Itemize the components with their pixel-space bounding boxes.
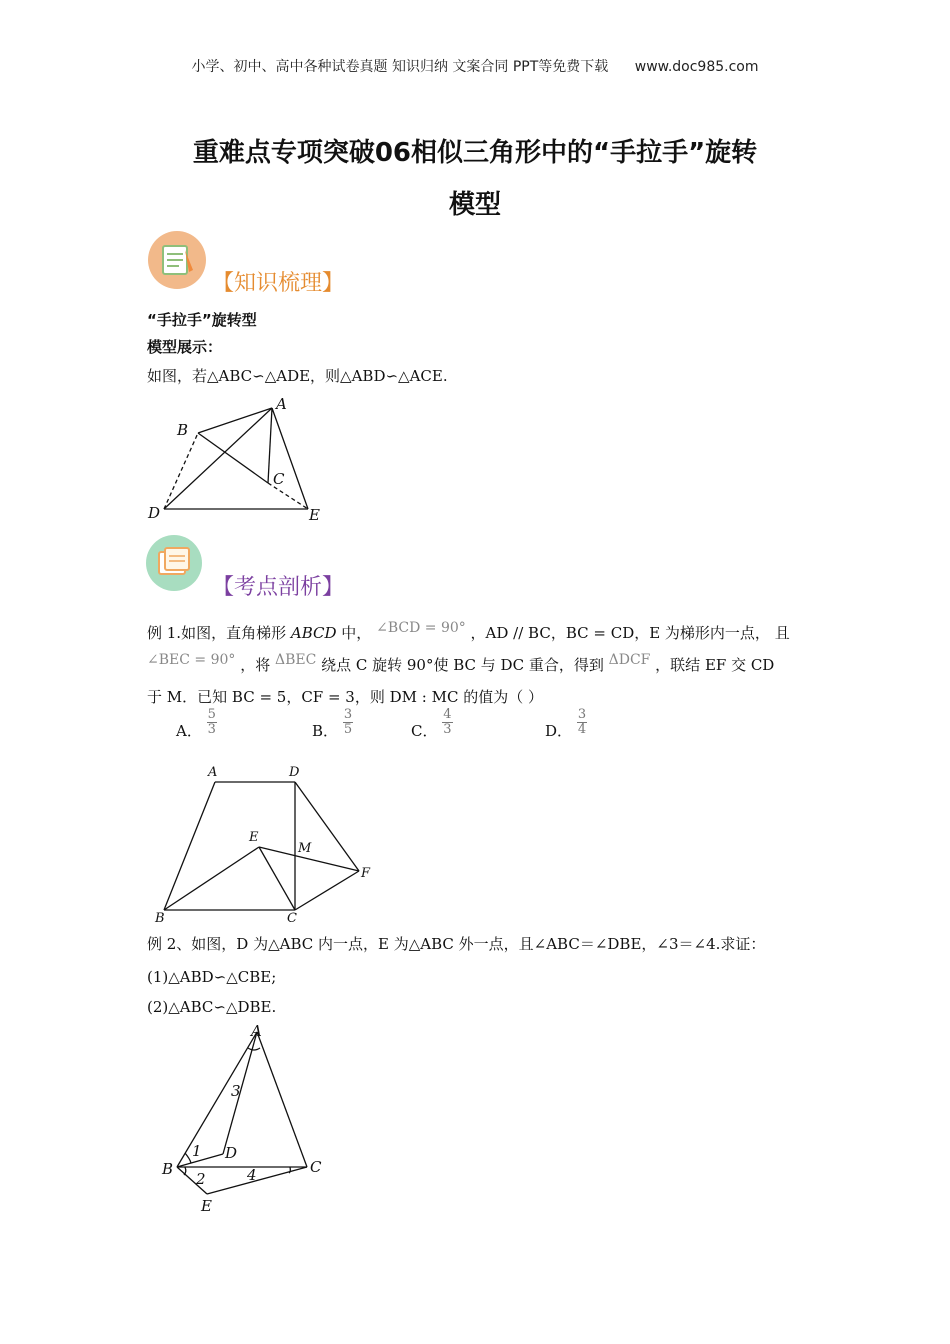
label-A: A: [276, 395, 287, 413]
ex1-math-tri-bec: ΔBEC: [274, 652, 317, 668]
header-site-link[interactable]: www.doc985.com: [634, 59, 759, 75]
option-d-fraction: [577, 708, 587, 737]
option-d-label: D．: [545, 722, 573, 740]
ex2-item-1: (1)△ABD∽△CBE;: [147, 968, 277, 986]
ex2-line-1: 例 2、如图，D 为△ABC 内一点，E 为△ABC 外一点，且∠ABC＝∠DBE，∠3＝∠4.求证：: [147, 935, 766, 953]
option-b-den: 5: [343, 722, 353, 737]
angle-arc-2: [184, 1167, 186, 1175]
model-figure: [140, 392, 340, 527]
label-angle-1: 1: [192, 1142, 202, 1160]
label-C: C: [273, 470, 285, 488]
segment-EC: [259, 847, 295, 910]
page-header: [0, 56, 950, 76]
label-A: A: [251, 1022, 262, 1040]
label-E: E: [201, 1197, 212, 1215]
label-F: F: [361, 866, 371, 881]
option-c-num: 4: [443, 707, 452, 722]
segment-BA: [198, 408, 272, 433]
segment-AB: [177, 1032, 257, 1167]
label-D: D: [225, 1144, 238, 1162]
ex1-line-1: [147, 622, 790, 645]
option-c-label: C．: [411, 722, 438, 740]
ex2-item-2: (2)△ABC∽△DBE.: [147, 998, 277, 1016]
title-line-2: 模型: [448, 190, 501, 220]
section-heading-analysis: 【考点剖析】: [212, 575, 345, 600]
label-angle-2: 2: [196, 1170, 206, 1188]
option-a-label: A．: [176, 722, 202, 740]
ex1-text-d: ，AD // BC，BC = CD，E 为梯形内一点， 且: [470, 624, 790, 642]
option-d-den: 4: [577, 722, 587, 737]
option-c-den: 3: [443, 722, 452, 737]
model-statement: 如图，若△ABC∽△ADE，则△ABD∽△ACE.: [147, 367, 448, 385]
label-E: E: [309, 506, 320, 524]
segment-BD-dashed: [164, 433, 198, 509]
label-C: C: [310, 1158, 322, 1176]
label-A: A: [208, 765, 218, 780]
angle-arc-4: [289, 1167, 290, 1173]
ex1-option-d[interactable]: [545, 707, 587, 740]
model-name: “手拉手”旋转型: [147, 311, 257, 329]
segment-AB: [164, 782, 215, 910]
ex1-text-c: 中，: [341, 624, 372, 642]
model-show-label: 模型展示：: [147, 338, 223, 356]
analysis-icon: [145, 534, 203, 596]
knowledge-icon: [147, 230, 207, 294]
angle-arc-3: [248, 1048, 260, 1050]
ex1-math-angle-bcd: ∠BCD = 90°: [376, 620, 466, 636]
ex1-figure: [150, 760, 380, 930]
ex1-line-2: [147, 654, 774, 677]
option-a-den: 3: [207, 722, 216, 737]
ex1-math-angle-bec: ∠BEC = 90°: [147, 652, 236, 668]
ex1-option-c[interactable]: [411, 707, 453, 740]
option-d-num: 3: [577, 707, 587, 722]
ex1-text-2c: ，联结 EF 交 CD: [655, 656, 775, 674]
label-D: D: [289, 765, 300, 780]
label-D: D: [148, 504, 161, 522]
ex1-line-3: 于 M．已知 BC = 5，CF = 3，则 DM : MC 的值为（ ）: [147, 688, 543, 706]
segment-AE: [272, 408, 308, 509]
section-heading-knowledge: 【知识梳理】: [212, 271, 345, 296]
label-angle-3: 3: [231, 1082, 241, 1100]
segment-CF: [295, 871, 359, 910]
title-line-1: 重难点专项突破06相似三角形中的“手拉手”旋转: [192, 138, 758, 168]
ex1-text-2a: ，将: [240, 656, 271, 674]
label-B: B: [177, 421, 189, 439]
segment-EC: [207, 1167, 307, 1194]
ex1-option-b[interactable]: [312, 707, 353, 740]
angle-arc-1: [185, 1153, 191, 1163]
label-E: E: [249, 830, 259, 845]
segment-BE: [164, 847, 259, 910]
page-title: [100, 130, 850, 228]
option-b-num: 3: [343, 707, 353, 722]
ex2-figure: [150, 1022, 340, 1217]
segment-AC: [257, 1032, 307, 1167]
label-B: B: [155, 911, 165, 926]
ex1-text-2b: 绕点 C 旋转 90°使 BC 与 DC 重合，得到: [321, 656, 604, 674]
ex1-math-tri-dcf: ΔDCF: [608, 652, 651, 668]
option-c-fraction: [442, 708, 452, 737]
ex1-text-abcd: ABCD: [290, 624, 337, 642]
option-a-fraction: [207, 708, 217, 737]
header-text: 小学、初中、高中各种试卷真题 知识归纳 文案合同 PPT等免费下载: [191, 59, 609, 75]
option-a-num: 5: [207, 707, 216, 722]
ex1-option-a[interactable]: [176, 707, 217, 740]
segment-BC: [198, 433, 268, 483]
segment-AC: [268, 408, 272, 483]
option-b-label: B．: [312, 722, 339, 740]
label-M: M: [298, 841, 312, 856]
option-b-fraction: [343, 708, 353, 737]
label-angle-4: 4: [247, 1166, 257, 1184]
ex1-text-a: 例 1.如图，直角梯形: [147, 624, 287, 642]
label-C: C: [287, 911, 297, 926]
label-B: B: [162, 1160, 174, 1178]
